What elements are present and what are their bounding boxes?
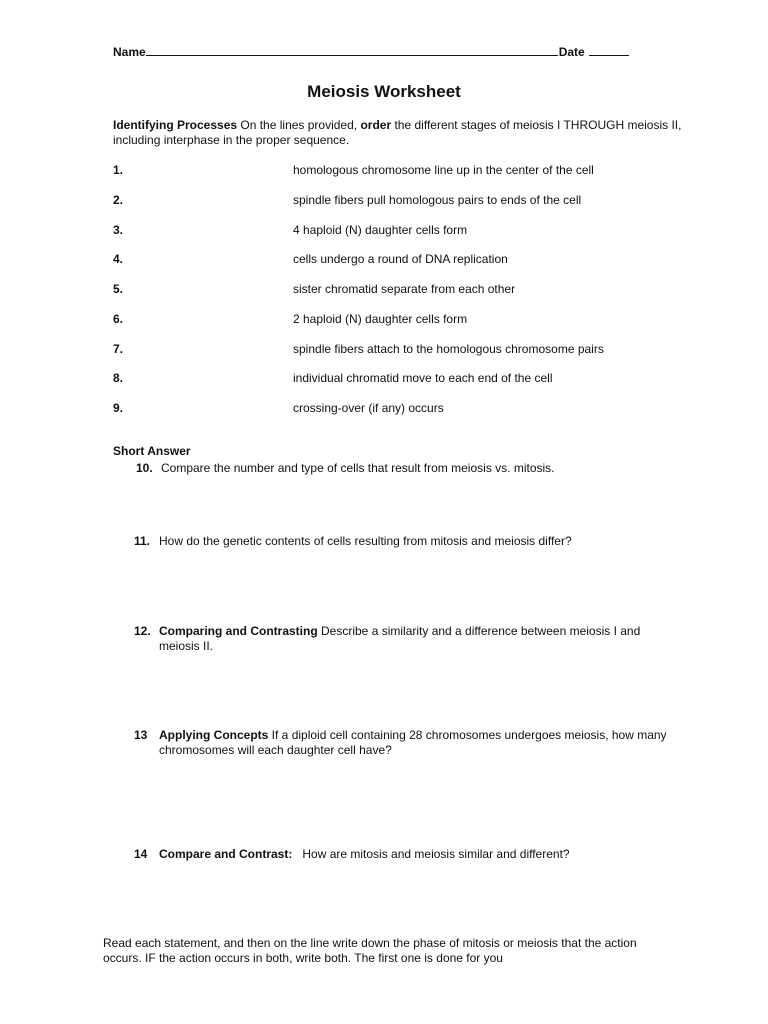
step-number: 6. bbox=[113, 312, 124, 326]
step-row bbox=[113, 193, 713, 209]
name-label: Name bbox=[113, 45, 146, 59]
step-number: 5. bbox=[113, 282, 124, 296]
intro-text-2: the different stages of meiosis I THROUGH meiosis II, including interphase in the proper sequence. bbox=[113, 118, 682, 147]
step-description: cells undergo a round of DNA replication bbox=[293, 252, 508, 266]
step-number: 1. bbox=[113, 163, 124, 177]
name-date-line bbox=[113, 45, 653, 59]
step-description: homologous chromosome line up in the center of the cell bbox=[293, 163, 594, 177]
question-text: How are mitosis and meiosis similar and different? bbox=[292, 847, 570, 861]
intro-text-1: On the lines provided, bbox=[237, 118, 361, 132]
step-description: individual chromatid move to each end of the cell bbox=[293, 371, 553, 385]
intro-emphasis: order bbox=[360, 118, 392, 132]
section-heading-identifying: Identifying Processes bbox=[113, 118, 238, 132]
step-number: 8. bbox=[113, 371, 124, 385]
step-row bbox=[113, 401, 713, 417]
question-number: 13 bbox=[134, 728, 148, 742]
step-description: crossing-over (if any) occurs bbox=[293, 401, 444, 415]
step-description: spindle fibers pull homologous pairs to ends of the cell bbox=[293, 193, 582, 207]
question-label: Comparing and Contrasting bbox=[159, 624, 318, 638]
short-answer-heading: Short Answer bbox=[113, 444, 191, 458]
step-number: 4. bbox=[113, 252, 124, 266]
step-row bbox=[113, 342, 713, 358]
step-description: 4 haploid (N) daughter cells form bbox=[293, 223, 468, 237]
question-number: 14 bbox=[134, 847, 148, 861]
instructions bbox=[113, 118, 713, 148]
step-row bbox=[113, 252, 713, 268]
step-row bbox=[113, 371, 713, 387]
step-number: 7. bbox=[113, 342, 124, 356]
question-label: Applying Concepts bbox=[159, 728, 269, 742]
name-blank[interactable] bbox=[146, 45, 558, 56]
page-title: Meiosis Worksheet bbox=[307, 82, 461, 101]
question-12 bbox=[134, 624, 694, 656]
step-row bbox=[113, 312, 713, 328]
step-description: sister chromatid separate from each other bbox=[293, 282, 516, 296]
question-label: Compare and Contrast: bbox=[159, 847, 293, 861]
question-text: Compare the number and type of cells that result from meiosis vs. mitosis. bbox=[161, 461, 555, 475]
step-description: 2 haploid (N) daughter cells form bbox=[293, 312, 468, 326]
step-number: 2. bbox=[113, 193, 124, 207]
step-row bbox=[113, 163, 713, 179]
step-row bbox=[113, 223, 713, 239]
date-label: Date bbox=[558, 45, 585, 59]
question-text: How do the genetic contents of cells resulting from mitosis and meiosis differ? bbox=[159, 534, 572, 548]
question-text: If a diploid cell containing 28 chromosomes undergoes meiosis, how many chromosomes will each daughter cell have? bbox=[159, 728, 667, 757]
date-blank[interactable] bbox=[589, 45, 629, 56]
step-number: 3. bbox=[113, 223, 124, 237]
question-13 bbox=[134, 728, 694, 760]
step-description: spindle fibers attach to the homologous chromosome pairs bbox=[293, 342, 604, 356]
question-11 bbox=[134, 534, 694, 550]
step-row bbox=[113, 282, 713, 298]
footer-instructions: Read each statement, and then on the line write down the phase of mitosis or meiosis that the action occurs. IF the action occurs in both, write both. The first one is done for you bbox=[103, 936, 637, 965]
question-number: 10. bbox=[136, 461, 153, 475]
question-14 bbox=[134, 847, 694, 863]
question-text: Describe a similarity and a difference between meiosis I and meiosis II. bbox=[159, 624, 641, 653]
question-number: 11. bbox=[134, 534, 151, 548]
question-number: 12. bbox=[134, 624, 151, 638]
step-number: 9. bbox=[113, 401, 124, 415]
question-10 bbox=[136, 461, 696, 477]
